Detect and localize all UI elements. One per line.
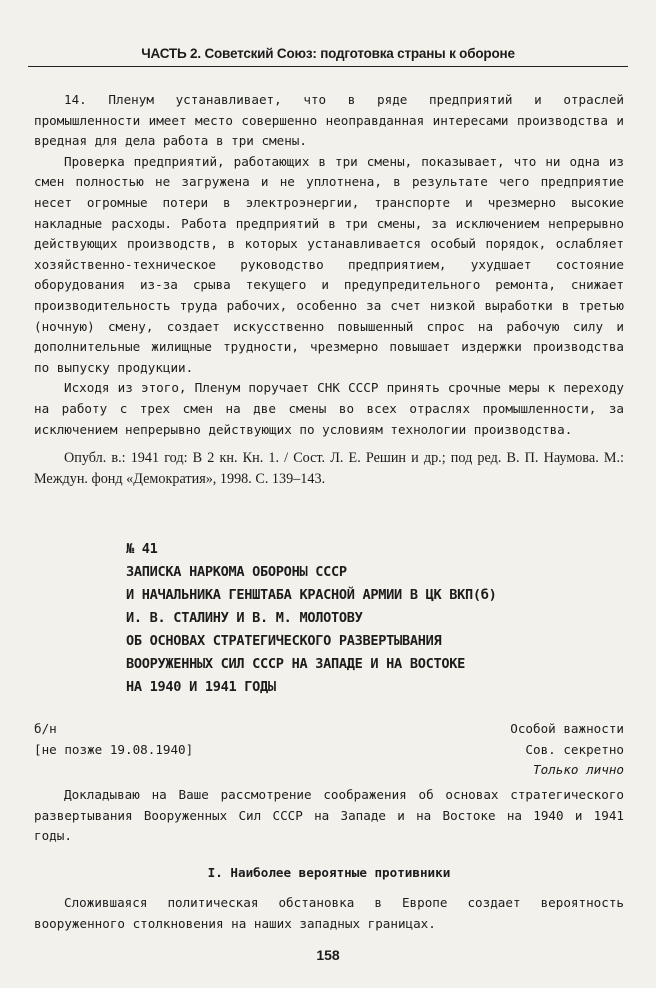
document-title: [34, 538, 624, 699]
citation: Опубл. в.: 1941 год: В 2 кн. Кн. 1. / Сост. Л. Е. Решин и др.; под ред. В. П. Наумова. М.: Междун. фонд «Демократия», 1998. С. 139–143.: [34, 450, 624, 488]
classification-line: Особой важности: [510, 721, 624, 737]
running-header: ЧАСТЬ 2. Советский Союз: подготовка страны к обороне: [141, 46, 515, 61]
title-line: И НАЧАЛЬНИКА ГЕНШТАБА КРАСНОЙ АРМИИ В ЦК ВКП(б): [126, 587, 497, 604]
intro-paragraph: Докладываю на Ваше рассмотрение соображения об основах стратегического развертывания Вооруженных Сил СССР на Западе и на Востоке на 1940 и 1941 годы.: [34, 787, 624, 844]
page-number: 158: [316, 947, 340, 963]
paragraph-inspection: Проверка предприятий, работающих в три смены, показывает, что ни одна из смен полностью не загружена и не уплотнена, в результате чего предприятие несет огромные потери в электроэнергии, транспорте и чрезмерно высокие накладные расходы. Работа предприятий в три смены, за исключением непрерывно действующих производств, в которых устанавливается особый порядок, ослабляет хозяйственно-техническое руководство предприятием, ухудшает состояние оборудования из-за срыва текущего и предупредительного ремонта, снижает производительность труда рабочих, особенно за счет низкой выработки в третью (ночную) смену, создает искусственно повышенный спрос на рабочую силу и дополнительные жилищные трудности, чрезмерно повышает издержки производства по выпуску продукции.: [34, 153, 624, 375]
title-line: НА 1940 И 1941 ГОДЫ: [126, 679, 276, 696]
title-line: ЗАПИСКА НАРКОМА ОБОРОНЫ СССР: [126, 564, 347, 581]
title-line: ОБ ОСНОВАХ СТРАТЕГИЧЕСКОГО РАЗВЕРТЫВАНИЯ: [126, 633, 442, 650]
document-meta: [34, 719, 624, 785]
classification-line: Только лично: [533, 762, 624, 778]
page-content: [34, 90, 624, 935]
document-number: № 41: [126, 541, 158, 558]
classification-block: [510, 719, 624, 781]
paragraph-conclusion: Исходя из этого, Пленум поручает СНК СССР принять срочные меры к переходу на работу с трех смен на две смены во всех отраслях промышленности, за исключением непрерывно действующих по условиям технологии производства.: [34, 380, 624, 437]
document-reference: [34, 719, 193, 760]
title-line: И. В. СТАЛИНУ И В. М. МОЛОТОВУ: [126, 610, 363, 627]
number-reference: б/н: [34, 721, 57, 737]
paragraph-14: 14. Пленум устанавливает, что в ряде предприятий и отраслей промышленности имеет место совершенно неоправданная интересами производства и вредная для дела работа в три смены.: [34, 92, 624, 149]
header-rule: [28, 66, 628, 67]
document-date: [не позже 19.08.1940]: [34, 741, 194, 757]
section-paragraph: Сложившаяся политическая обстановка в Европе создает вероятность вооруженного столкновения на наших западных границах.: [34, 895, 624, 932]
title-line: ВООРУЖЕННЫХ СИЛ СССР НА ЗАПАДЕ И НА ВОСТОКЕ: [126, 656, 466, 673]
section-heading: I. Наиболее вероятные противники: [207, 864, 451, 880]
classification-line: Сов. секретно: [525, 741, 624, 757]
